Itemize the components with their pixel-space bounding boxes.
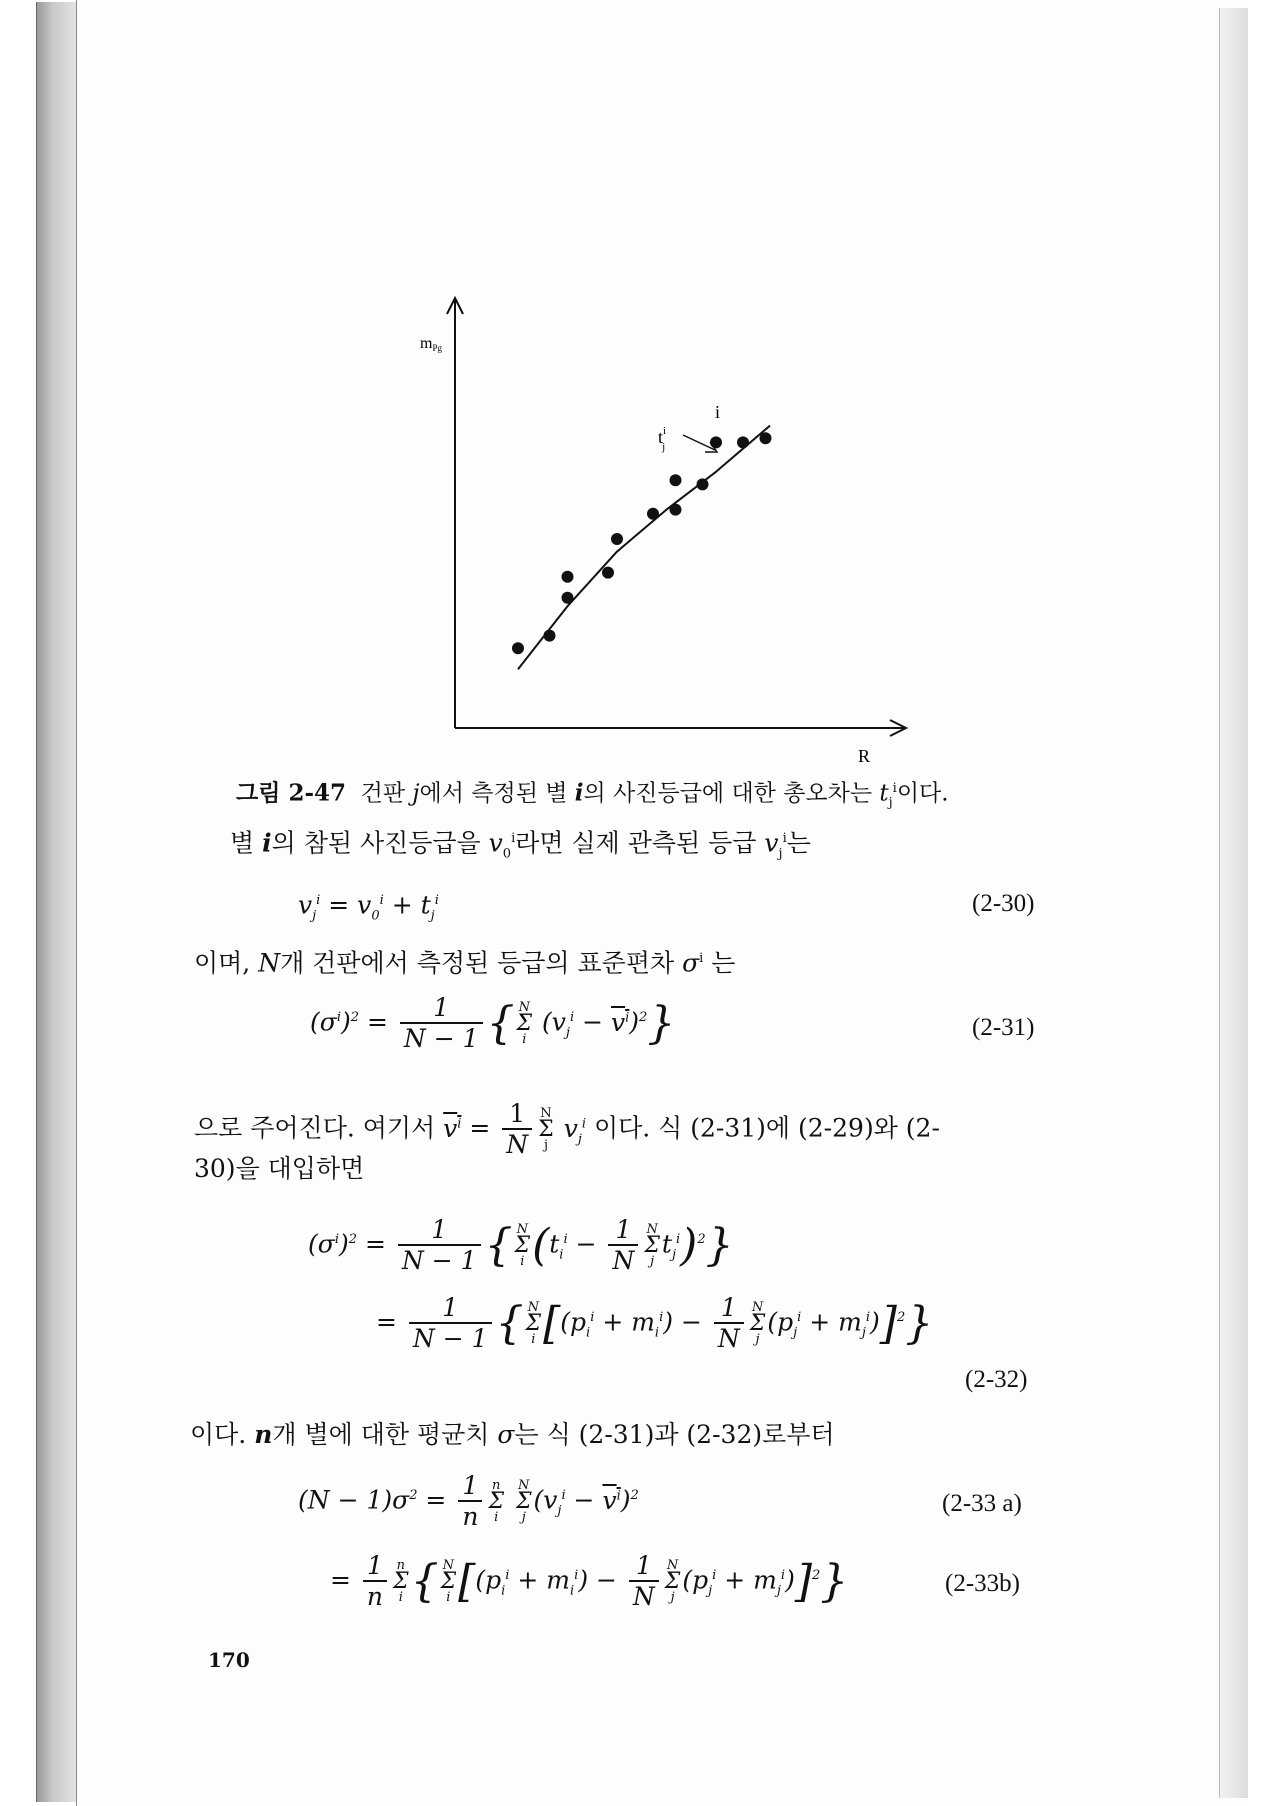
data-point-7 <box>647 508 659 520</box>
page-number: 170 <box>208 1648 250 1672</box>
x-axis-label: R <box>858 746 871 766</box>
data-point-6 <box>611 533 623 545</box>
data-point-2 <box>544 630 556 642</box>
book-spine <box>36 2 77 1802</box>
paragraph-2: 이며, N개 건판에서 측정된 등급의 표준편차 $\sigma^i$ 는 <box>194 948 736 978</box>
data-point-12 <box>737 436 749 448</box>
equation-2-32-line-2: = $\frac{1}{N - 1}$ { N Σ i [$(p_i^i + m_i^i)$ − $\frac{1}{N}$ N Σ $j(p_j^i + m_j^i)]^2$} <box>376 1293 934 1353</box>
equation-2-30: $v_j^i = v_0^i + t_j^i$ <box>298 890 439 924</box>
paragraph-3-line-1: 으로 주어진다. 여기서 $v^i$ = $\frac{1}{N}$ N Σ j $v_j^i$ 이다. 식 (2-31)에 (2-29)와 (2- <box>194 1099 940 1159</box>
equation-number-2-30: (2-30) <box>972 890 1035 917</box>
y-axis-label: mPg <box>420 335 442 353</box>
data-point-13 <box>760 432 772 444</box>
equation-number-2-33a: (2-33 a) <box>942 1490 1022 1517</box>
figure-caption: 그림 2-47 건판 j에서 측정된 별 i의 사진등급에 대한 총오차는 $t_j^i$이다. <box>236 779 949 811</box>
data-point-4 <box>562 571 574 583</box>
paragraph-1: 별 i의 참된 사진등급을 $v_0^i$라면 실제 관측된 등급 $v_j^i$는 <box>230 828 811 862</box>
equation-2-32-line-1: $(\sigma^i)^2$ = $\frac{1}{N - 1}$ { N Σ i ($t_i^i$ − $\frac{1}{N}$ N Σ $jt_j^i)^2$} <box>308 1215 734 1275</box>
paragraph-4: 이다. n개 별에 대한 평균치 σ는 식 (2-31)과 (2-32)로부터 <box>190 1420 835 1449</box>
data-point-5 <box>602 567 614 579</box>
equation-number-2-31: (2-31) <box>972 1014 1035 1041</box>
page-edge <box>1219 8 1248 1798</box>
paragraph-3-line-2: 30)을 대입하면 <box>194 1154 365 1183</box>
data-point-9 <box>670 474 682 486</box>
page <box>76 0 1248 1806</box>
scatter-figure <box>400 290 920 780</box>
equation-2-33a: $(N - 1)\sigma^2$ = $\frac{1}{n}$ n Σ i N Σ $j(v_j^i - v^i)^2$ <box>298 1471 639 1531</box>
equation-number-2-33b: (2-33b) <box>945 1570 1020 1597</box>
data-points <box>512 432 772 654</box>
equation-2-33b: = $\frac{1}{n}$ n Σ i { N Σ i [$(p_i^i + m_i^i)$ − $\frac{1}{N}$ N Σ $j(p_j^i + m_j^i)]^2$} <box>330 1551 849 1611</box>
point-i-label: i <box>715 402 721 422</box>
data-point-3 <box>562 592 574 604</box>
data-point-1 <box>512 642 524 654</box>
data-point-8 <box>670 504 682 516</box>
fit-curve <box>518 426 770 670</box>
data-point-11 <box>710 436 722 448</box>
error-label: $t^i$ j <box>658 425 667 453</box>
equation-2-31: $(\sigma^i)^2$ = $\frac{1}{N - 1}$ { N Σ i $(v_j^i - v^i)^2$} <box>310 993 676 1053</box>
data-point-10 <box>697 478 709 490</box>
fit-curve-line <box>518 426 770 670</box>
equation-number-2-32: (2-32) <box>965 1366 1028 1393</box>
